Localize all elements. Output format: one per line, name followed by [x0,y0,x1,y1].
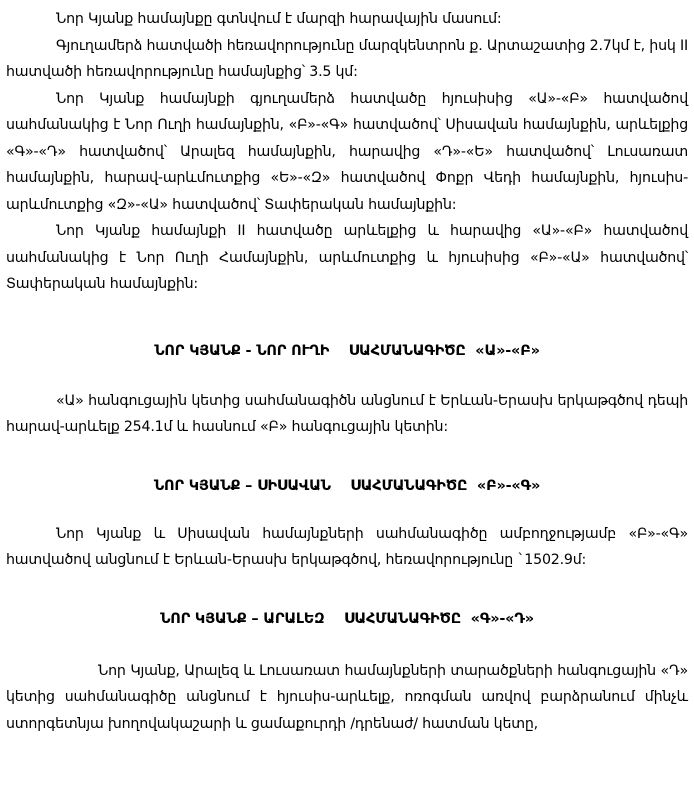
paragraph-borders-section-1: Նոր Կյանք համայնքի գյուղամերձ հատվածը հյուսիսից «Ա»-«Բ» հատվածով սահմանակից է Նոր Ուղի համայնքին, «Բ»-«Գ» հատվածով՝ Սիսավան համայնքին, արևելքից «Գ»-«Դ» հատվածով՝ Արալեզ համայնքին, հարավից «Դ»-«Ե» հատվածով՝ Լուսառատ համայնքին, հարավ-արևմուտքից «Ե»-«Զ» հատվածով Փոքր Վեդի համայնքին, հյուսիս-արևմուտքից «Զ»-«Ա» հատվածով՝ Տափերական համայնքին: [6,90,688,213]
spacer [6,441,688,473]
spacer [6,574,688,606]
section-text-b-g: Նոր Կյանք և Սիսավան համայնքների սահմանագիծը ամբողջությամբ «Բ»-«Գ» հատվածով անցնում է Երևան-Երասխ երկաթգծով, հեռավորությունը `1502.9մ: [6,525,688,568]
spacer [6,499,688,521]
section-text-a-b: «Ա» հանգուցային կետից սահմանագիծն անցնում է Երևան-Երասխ երկաթգծով դեպի հարավ-արևելք 254.1մ և հասնում «Բ» հանգուցային կետին: [6,392,688,435]
paragraph-location: Նոր Կյանք համայնքը գտնվում է մարզի հարավային մասում: [56,11,502,27]
spacer [6,298,688,338]
paragraph-borders-section-2: Նոր Կյանք համայնքի II հատվածը արևելքից և հարավից «Ա»-«Բ» հատվածով սահմանակից է Նոր Ուղի Համայնքին, արևմուտքից և հյուսիսից «Բ»-«Ա» հատվածով՝ Տափերական համայնքին: [6,223,688,292]
document-page [6,6,688,737]
section-heading-a-b: ՆՈՐ ԿՅԱՆՔ - ՆՈՐ ՈՒՂԻ ՍԱՀՄԱՆԱԳԻԾԸ «Ա»-«Բ» [154,342,540,359]
spacer [6,364,688,388]
section-text-g-d: Նոր Կյանք, Արալեզ և Լուսառատ համայնքների տարածքների հանգուցային «Դ» կետից սահմանագիծը անցնում է հյուսիս-արևելք, ոռոգման առվով բարձրանում մինչև ստորգետնյա խողովակաշարի և ցամաքուրդի /դրենաժ/ հատման կետը, [6,662,688,732]
section-heading-g-d: ՆՈՐ ԿՅԱՆՔ – ԱՐԱԼԵԶ ՍԱՀՄԱՆԱԳԻԾԸ «Գ»-«Դ» [160,610,534,627]
spacer [6,632,688,658]
section-heading-b-g: ՆՈՐ ԿՅԱՆՔ – ՍԻՍԱՎԱՆ ՍԱՀՄԱՆԱԳԻԾԸ «Բ»-«Գ» [153,477,541,494]
paragraph-distance: Գյուղամերձ հատվածի հեռավորությունը մարզկենտրոն ք. Արտաշատից 2.7կմ է, իսկ II հատվածի հեռավորությունը համայնքից՝ 3.5 կմ: [6,37,688,80]
